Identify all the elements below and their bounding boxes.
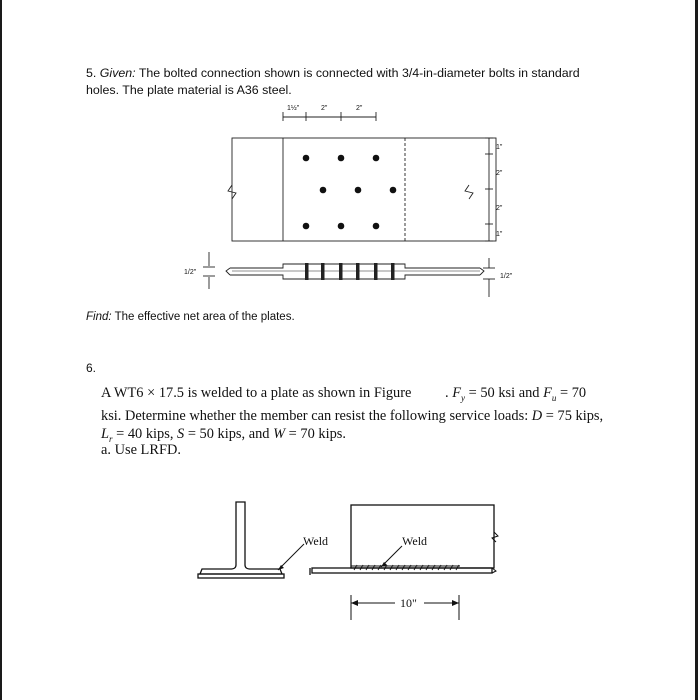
fy-symbol: F xyxy=(452,385,462,401)
problem6-number: 6. xyxy=(86,361,97,375)
fu-subscript: u xyxy=(551,392,557,403)
right-dim-1: 1" xyxy=(496,144,503,151)
lr-symbol: L xyxy=(101,425,110,442)
problem6-statement: A WT6 × 17.5 is welded to a plate as shown in Figure . $F_y = 50$ ksi and $F_u = 70$ ksi. Determine whether the member can resist the following service loads: D = 75 kips, $L_r = 40$ kips, S = 50 kips, and W = 70 kips. xyxy=(101,385,604,444)
weld-label-left: Weld xyxy=(303,534,329,548)
problem5-number: 5. xyxy=(86,66,97,80)
d-value: = 75 kips, xyxy=(542,407,604,424)
weld-label-right: Weld xyxy=(402,534,428,548)
problem6-line1: A WT6 × 17.5 is welded to a plate as shown in Figure xyxy=(101,385,412,401)
gusset-plate xyxy=(312,568,492,573)
find-label: Find: xyxy=(86,311,112,323)
right-dim-3: 2" xyxy=(496,205,503,212)
wt-section xyxy=(200,502,282,574)
find-text: The effective net area of the plates. xyxy=(114,311,295,323)
s-value: = 50 kips, and xyxy=(184,425,274,442)
lr-subscript: r xyxy=(109,433,113,444)
right-thickness-label: 1/2" xyxy=(500,273,513,280)
problem6-part-a: a. Use LRFD. xyxy=(101,442,181,458)
fy-subscript: y xyxy=(461,392,466,403)
top-dim-2: 2" xyxy=(321,105,328,112)
top-dim-1: 1½" xyxy=(287,105,300,112)
w-value: = 70 kips. xyxy=(285,425,346,442)
fu-symbol: F xyxy=(543,385,552,401)
wt-base-plate xyxy=(198,574,284,578)
top-dim-3: 2" xyxy=(356,105,363,112)
problem5-given-label: Given: xyxy=(99,66,136,80)
break-mark xyxy=(492,532,498,542)
left-thickness-label: 1/2" xyxy=(184,269,197,276)
problem5-given-text: The bolted connection shown is connected with 3/4-in-diameter bolts in standard holes. The plate material is A36 steel. xyxy=(86,66,580,97)
dim-arrowhead-right xyxy=(452,600,459,606)
lr-value: = 40 kips, xyxy=(112,425,178,442)
dim-arrowhead-left xyxy=(351,600,358,606)
s-symbol: S xyxy=(177,425,185,442)
fu-value: = 70 ksi. Determine whether the member can resist the following service loads: xyxy=(101,385,587,424)
w-symbol: W xyxy=(273,425,286,442)
right-dim-2: 2" xyxy=(496,170,503,177)
d-symbol: D xyxy=(531,407,543,424)
right-dim-4: 1" xyxy=(496,231,503,238)
leader-arrowhead xyxy=(278,565,284,570)
fy-value: = 50 ksi and xyxy=(465,385,540,401)
length-dim-label: 10" xyxy=(400,596,417,610)
